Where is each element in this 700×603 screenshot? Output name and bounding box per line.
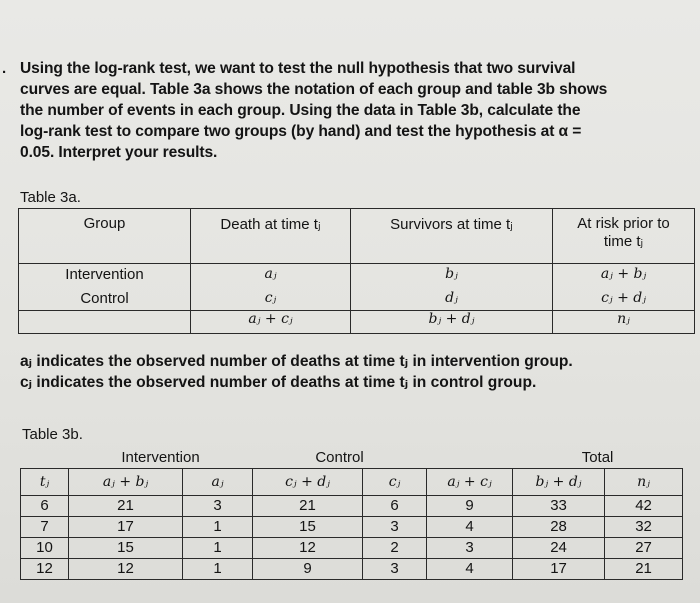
table-3b [20,448,683,580]
subheader-cell: cⱼ + dⱼ [253,468,363,495]
question-line: the number of events in each group. Using the data in Table 3b, calculate the [20,102,581,119]
header-death: Death at time tⱼ [191,209,351,264]
table-3b-caption: Table 3b. [22,426,83,443]
data-cell: 17 [513,558,605,579]
subheader-cell: cⱼ [363,468,427,495]
data-cell: 12 [21,558,69,579]
data-cell: 4 [427,558,513,579]
header-at-risk-line: At risk prior to [577,215,670,232]
death-cell: cⱼ [191,290,351,311]
subheader-time: tⱼ [21,468,69,495]
question-text [20,58,692,163]
data-cell: 12 [253,537,363,558]
question-line: 0.05. Interpret your results. [20,144,218,161]
note-line: cⱼ indicates the observed number of deaths at time tⱼ in control group. [20,374,537,391]
data-cell: 12 [69,558,183,579]
table-3a [18,208,695,334]
data-cell: 1 [183,558,253,579]
data-cell: 10 [21,537,69,558]
data-cell: 27 [605,537,683,558]
header-at-risk [553,209,695,264]
data-cell: 4 [427,517,513,538]
data-cell: 21 [69,496,183,517]
data-cell: 2 [363,537,427,558]
data-cell: 15 [69,537,183,558]
note-line: aⱼ indicates the observed number of deaths at time tⱼ in intervention group. [20,353,573,370]
data-cell: 3 [183,496,253,517]
notation-notes [20,351,680,393]
data-cell: 28 [513,517,605,538]
data-cell: 3 [427,537,513,558]
table-row [21,537,683,558]
data-cell: 33 [513,496,605,517]
data-cell: 3 [363,558,427,579]
group-intervention: Intervention [69,448,253,468]
data-cell: 17 [69,517,183,538]
data-cell: 6 [363,496,427,517]
bullet-mark: . [2,60,7,77]
subheader-cell: nⱼ [605,468,683,495]
table-row [21,496,683,517]
data-cell: 21 [605,558,683,579]
question-line: Using the log-rank test, we want to test the null hypothesis that two survival [20,60,576,77]
at-risk-cell: nⱼ [553,311,695,334]
subheader-cell: aⱼ + bⱼ [69,468,183,495]
data-cell: 42 [605,496,683,517]
data-cell: 9 [253,558,363,579]
data-cell: 6 [21,496,69,517]
subheader-cell: aⱼ [183,468,253,495]
header-at-risk-line: time tⱼ [603,233,644,250]
data-cell: 21 [253,496,363,517]
subheader-cell: aⱼ + cⱼ [427,468,513,495]
data-cell: 9 [427,496,513,517]
group-spacer [21,448,69,468]
at-risk-cell: cⱼ + dⱼ [553,290,695,311]
data-cell: 32 [605,517,683,538]
survivors-cell: bⱼ [351,264,553,291]
data-cell: 15 [253,517,363,538]
table-row [21,517,683,538]
at-risk-cell: aⱼ + bⱼ [553,264,695,291]
table-3a-caption: Table 3a. [20,189,81,206]
group-total: Total [513,448,683,468]
header-group: Group [19,209,191,264]
survivors-cell: dⱼ [351,290,553,311]
question-line: curves are equal. Table 3a shows the notation of each group and table 3b shows [20,81,608,98]
survivors-cell: bⱼ + dⱼ [351,311,553,334]
group-control: Control [253,448,427,468]
data-cell: 1 [183,537,253,558]
subheader-cell: bⱼ + dⱼ [513,468,605,495]
table-row [21,558,683,579]
group-cell: Intervention [19,264,191,291]
question-line: log-rank test to compare two groups (by hand) and test the hypothesis at α = [20,123,582,140]
death-cell: aⱼ + cⱼ [191,311,351,334]
group-cell [19,311,191,334]
header-survivors: Survivors at time tⱼ [351,209,553,264]
group-spacer [427,448,513,468]
data-cell: 1 [183,517,253,538]
data-cell: 3 [363,517,427,538]
data-cell: 7 [21,517,69,538]
group-cell: Control [19,290,191,311]
death-cell: aⱼ [191,264,351,291]
data-cell: 24 [513,537,605,558]
